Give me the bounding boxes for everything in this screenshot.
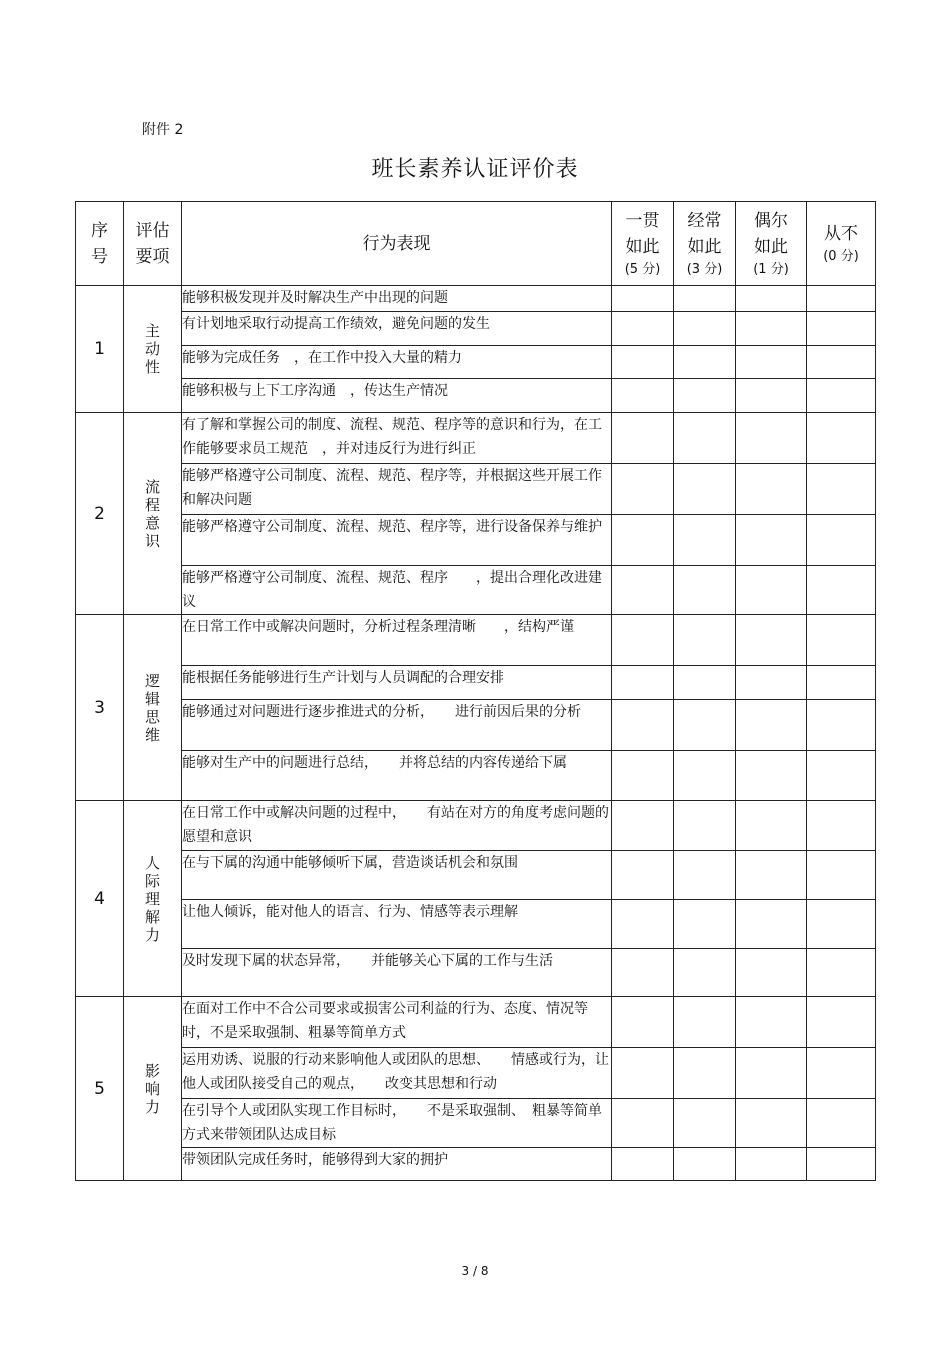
score-cell-never[interactable] <box>807 413 876 464</box>
table-row <box>76 615 876 666</box>
score-cell-always[interactable] <box>612 700 674 751</box>
behavior-cell: 能够通过对问题进行逐步推进式的分析， 进行前因后果的分析 <box>182 700 612 751</box>
table-row <box>76 1148 876 1181</box>
score-cell-always[interactable] <box>612 346 674 379</box>
behavior-cell: 运用劝诱、说服的行动来影响他人或团队的思想、 情感或行为，让他人或团队接受自己的观点， 改变其思想和行动 <box>182 1048 612 1099</box>
score-cell-often[interactable] <box>674 751 736 801</box>
score-cell-always[interactable] <box>612 1148 674 1181</box>
score-cell-never[interactable] <box>807 615 876 666</box>
table-row <box>76 312 876 346</box>
score-cell-never[interactable] <box>807 997 876 1048</box>
category-cell <box>124 286 182 413</box>
category-label: 逻辑思维 <box>144 671 160 744</box>
behavior-cell: 有了解和掌握公司的制度、流程、规范、程序等的意识和行为，在工作能够要求员工规范 ，并对违反行为进行纠正 <box>182 413 612 464</box>
behavior-cell: 能够严格遵守公司制度、流程、规范、程序 ，提出合理化改进建议 <box>182 566 612 615</box>
score-cell-often[interactable] <box>674 1048 736 1099</box>
score-cell-always[interactable] <box>612 413 674 464</box>
row-number: 3 <box>76 615 124 801</box>
row-number: 5 <box>76 997 124 1181</box>
behavior-cell: 有计划地采取行动提高工作绩效，避免问题的发生 <box>182 312 612 346</box>
score-cell-never[interactable] <box>807 900 876 949</box>
score-cell-occasional[interactable] <box>736 801 807 851</box>
table-row <box>76 566 876 615</box>
score-cell-often[interactable] <box>674 801 736 851</box>
behavior-cell: 能够对生产中的问题进行总结， 并将总结的内容传递给下属 <box>182 751 612 801</box>
category-cell <box>124 413 182 615</box>
score-cell-never[interactable] <box>807 666 876 700</box>
score-cell-often[interactable] <box>674 615 736 666</box>
behavior-cell: 能够严格遵守公司制度、流程、规范、程序等，并根据这些开展工作和解决问题 <box>182 464 612 515</box>
table-row <box>76 379 876 413</box>
score-cell-always[interactable] <box>612 615 674 666</box>
score-cell-often[interactable] <box>674 566 736 615</box>
row-number: 2 <box>76 413 124 615</box>
header-always-score: (5 分) <box>624 261 661 277</box>
score-cell-occasional[interactable] <box>736 751 807 801</box>
score-cell-often[interactable] <box>674 379 736 413</box>
category-label: 人际理解力 <box>144 853 160 944</box>
score-cell-often[interactable] <box>674 700 736 751</box>
score-cell-occasional[interactable] <box>736 379 807 413</box>
header-occasional: 偶尔如此 (1 分) <box>736 202 807 286</box>
score-cell-never[interactable] <box>807 346 876 379</box>
score-cell-never[interactable] <box>807 949 876 997</box>
score-cell-never[interactable] <box>807 515 876 566</box>
header-item: 评估要项 <box>124 202 182 286</box>
score-cell-often[interactable] <box>674 949 736 997</box>
behavior-cell: 在日常工作中或解决问题时，分析过程条理清晰 ，结构严谨 <box>182 615 612 666</box>
table-row <box>76 751 876 801</box>
score-cell-often[interactable] <box>674 346 736 379</box>
attachment-label: 附件 2 <box>142 122 184 138</box>
score-cell-always[interactable] <box>612 1048 674 1099</box>
score-cell-never[interactable] <box>807 1148 876 1181</box>
score-cell-always[interactable] <box>612 949 674 997</box>
score-cell-never[interactable] <box>807 464 876 515</box>
score-cell-often[interactable] <box>674 515 736 566</box>
row-number: 4 <box>76 801 124 997</box>
score-cell-often[interactable] <box>674 666 736 700</box>
score-cell-never[interactable] <box>807 700 876 751</box>
behavior-cell: 能够严格遵守公司制度、流程、规范、程序等，进行设备保养与维护 <box>182 515 612 566</box>
header-often-score: (3 分) <box>686 261 723 277</box>
score-cell-always[interactable] <box>612 312 674 346</box>
table-row <box>76 515 876 566</box>
behavior-cell: 在日常工作中或解决问题的过程中， 有站在对方的角度考虑问题的愿望和意识 <box>182 801 612 851</box>
score-cell-occasional[interactable] <box>736 312 807 346</box>
score-cell-never[interactable] <box>807 801 876 851</box>
category-label: 流程意识 <box>144 477 160 550</box>
table-row <box>76 851 876 900</box>
category-cell <box>124 997 182 1181</box>
table-row <box>76 346 876 379</box>
behavior-cell: 在面对工作中不合公司要求或损害公司利益的行为、态度、情况等时，不是采取强制、粗暴等简单方式 <box>182 997 612 1048</box>
behavior-cell: 让他人倾诉，能对他人的语言、行为、情感等表示理解 <box>182 900 612 949</box>
page-title: 班长素养认证评价表 <box>371 157 579 182</box>
header-often: 经常如此 (3 分) <box>674 202 736 286</box>
score-cell-never[interactable] <box>807 851 876 900</box>
score-cell-occasional[interactable] <box>736 615 807 666</box>
category-cell <box>124 801 182 997</box>
table-row <box>76 286 876 312</box>
category-label: 影响力 <box>144 1061 160 1116</box>
header-behavior: 行为表现 <box>182 202 612 286</box>
header-always: 一贯如此 (5 分) <box>612 202 674 286</box>
table-row <box>76 900 876 949</box>
score-cell-occasional[interactable] <box>736 851 807 900</box>
score-cell-often[interactable] <box>674 312 736 346</box>
score-cell-often[interactable] <box>674 464 736 515</box>
behavior-cell: 及时发现下属的状态异常， 并能够关心下属的工作与生活 <box>182 949 612 997</box>
score-cell-always[interactable] <box>612 1099 674 1148</box>
score-cell-always[interactable] <box>612 666 674 700</box>
score-cell-occasional[interactable] <box>736 997 807 1048</box>
score-cell-never[interactable] <box>807 1048 876 1099</box>
score-cell-always[interactable] <box>612 379 674 413</box>
page-number: 3 / 8 <box>461 1264 489 1278</box>
header-never-score: (0 分) <box>823 248 859 264</box>
score-cell-occasional[interactable] <box>736 949 807 997</box>
score-cell-never[interactable] <box>807 751 876 801</box>
score-cell-never[interactable] <box>807 312 876 346</box>
score-cell-always[interactable] <box>612 851 674 900</box>
score-cell-occasional[interactable] <box>736 413 807 464</box>
score-cell-occasional[interactable] <box>736 700 807 751</box>
table-row <box>76 801 876 851</box>
evaluation-table <box>75 201 876 1181</box>
score-cell-often[interactable] <box>674 413 736 464</box>
score-cell-often[interactable] <box>674 851 736 900</box>
table-row <box>76 413 876 464</box>
score-cell-always[interactable] <box>612 751 674 801</box>
score-cell-often[interactable] <box>674 900 736 949</box>
behavior-cell: 能够为完成任务 ，在工作中投入大量的精力 <box>182 346 612 379</box>
score-cell-never[interactable] <box>807 379 876 413</box>
score-cell-often[interactable] <box>674 1148 736 1181</box>
category-label: 主动性 <box>144 322 160 376</box>
row-number: 1 <box>76 286 124 413</box>
score-cell-occasional[interactable] <box>736 1099 807 1148</box>
category-cell <box>124 615 182 801</box>
score-cell-always[interactable] <box>612 900 674 949</box>
score-cell-occasional[interactable] <box>736 566 807 615</box>
score-cell-always[interactable] <box>612 286 674 312</box>
score-cell-occasional[interactable] <box>736 900 807 949</box>
header-row <box>76 202 876 286</box>
behavior-cell: 能够积极发现并及时解决生产中出现的问题 <box>182 286 612 312</box>
score-cell-always[interactable] <box>612 801 674 851</box>
table-row <box>76 464 876 515</box>
behavior-cell: 能根据任务能够进行生产计划与人员调配的合理安排 <box>182 666 612 700</box>
header-occasional-score: (1 分) <box>753 261 789 277</box>
score-cell-occasional[interactable] <box>736 1048 807 1099</box>
table-row <box>76 1048 876 1099</box>
score-cell-never[interactable] <box>807 286 876 312</box>
behavior-cell: 在引导个人或团队实现工作目标时， 不是采取强制、 粗暴等简单方式来带领团队达成目标 <box>182 1099 612 1148</box>
score-cell-occasional[interactable] <box>736 464 807 515</box>
score-cell-occasional[interactable] <box>736 1148 807 1181</box>
score-cell-often[interactable] <box>674 286 736 312</box>
behavior-cell: 在与下属的沟通中能够倾听下属，营造谈话机会和氛围 <box>182 851 612 900</box>
score-cell-always[interactable] <box>612 515 674 566</box>
score-cell-often[interactable] <box>674 1099 736 1148</box>
score-cell-occasional[interactable] <box>736 286 807 312</box>
behavior-cell: 能够积极与上下工序沟通 ，传达生产情况 <box>182 379 612 413</box>
header-never: 从不 (0 分) <box>807 202 876 286</box>
score-cell-always[interactable] <box>612 566 674 615</box>
table-row <box>76 666 876 700</box>
header-seq: 序号 <box>76 202 124 286</box>
score-cell-always[interactable] <box>612 997 674 1048</box>
table-row <box>76 997 876 1048</box>
score-cell-never[interactable] <box>807 566 876 615</box>
score-cell-occasional[interactable] <box>736 515 807 566</box>
score-cell-occasional[interactable] <box>736 666 807 700</box>
table-row <box>76 1099 876 1148</box>
score-cell-occasional[interactable] <box>736 346 807 379</box>
score-cell-always[interactable] <box>612 464 674 515</box>
table-row <box>76 700 876 751</box>
behavior-cell: 带领团队完成任务时，能够得到大家的拥护 <box>182 1148 612 1181</box>
score-cell-often[interactable] <box>674 997 736 1048</box>
table-row <box>76 949 876 997</box>
score-cell-never[interactable] <box>807 1099 876 1148</box>
